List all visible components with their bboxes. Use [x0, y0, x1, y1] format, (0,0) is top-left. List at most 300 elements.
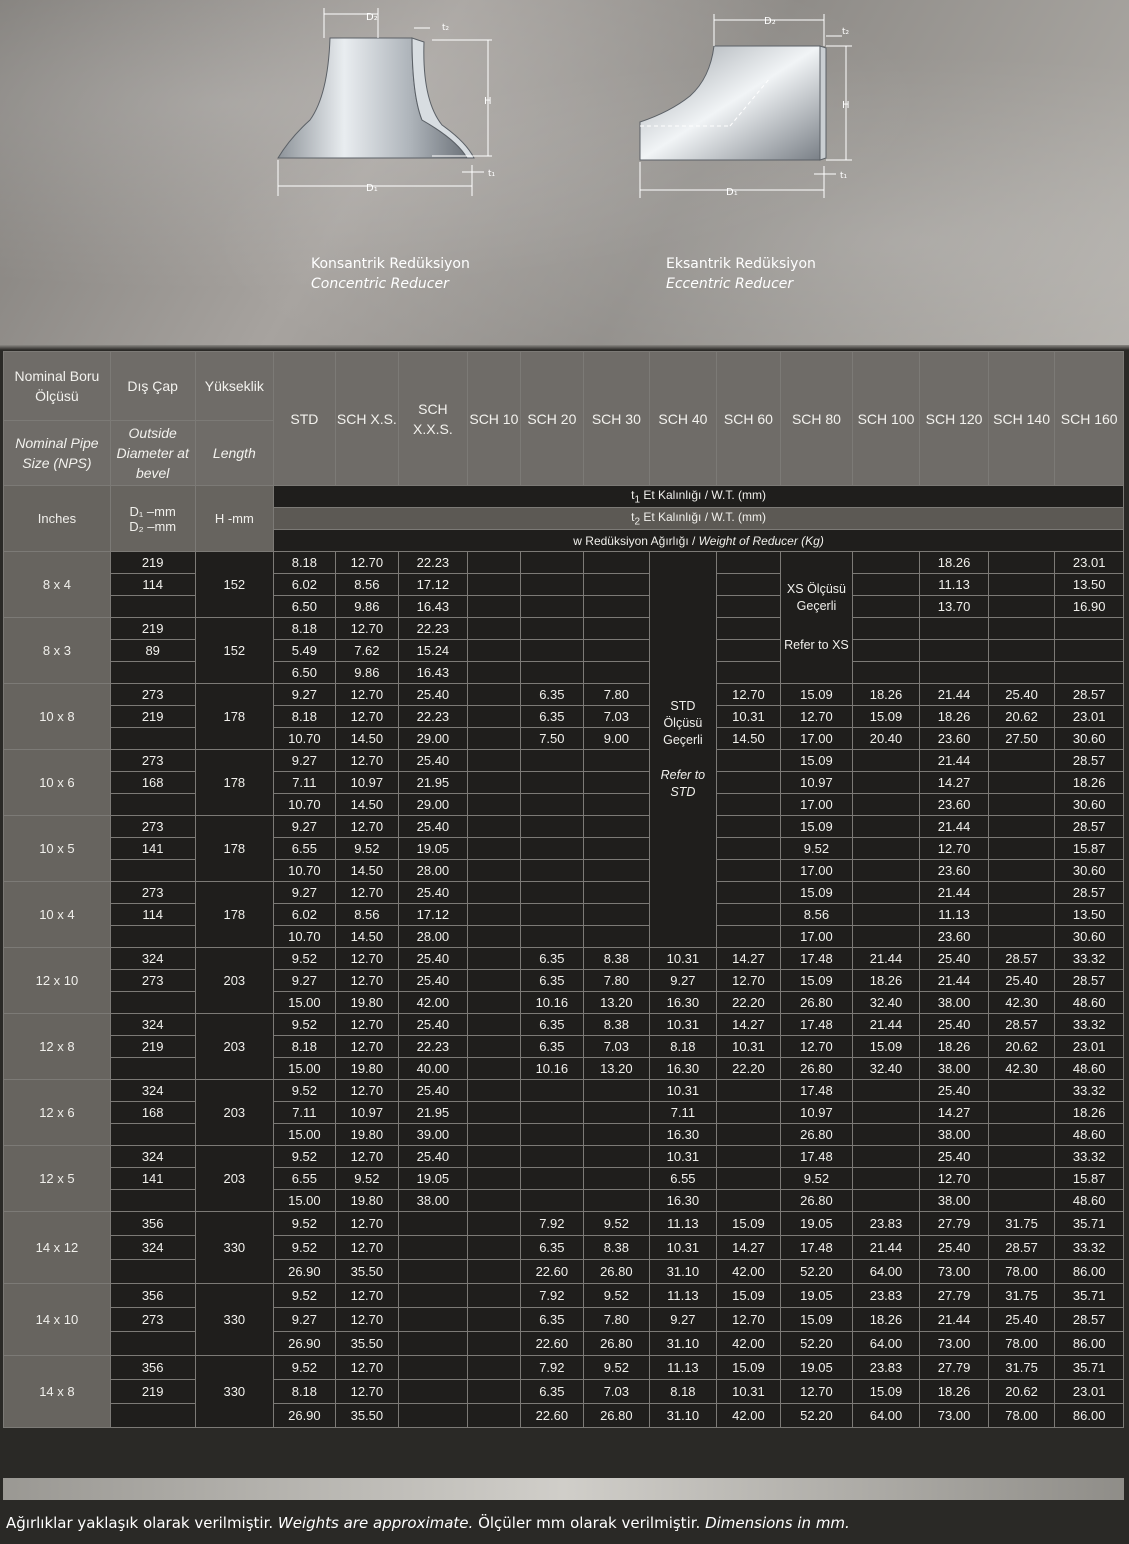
value-cell [521, 816, 584, 838]
value-cell [716, 794, 781, 816]
table-row [4, 750, 1124, 772]
value-cell: 19.05 [399, 1168, 468, 1190]
value-cell: 10.31 [650, 1014, 717, 1036]
value-cell [583, 860, 650, 882]
value-cell: 17.00 [781, 794, 853, 816]
value-cell: 26.80 [781, 1058, 853, 1080]
d2-cell: 273 [110, 970, 195, 992]
table-row [4, 1236, 1124, 1260]
schedule-header-xs: SCH X.S. [335, 352, 399, 486]
value-cell: 27.79 [920, 1284, 989, 1308]
value-cell: 14.50 [716, 728, 781, 750]
value-cell: 15.00 [274, 1190, 335, 1212]
value-cell: 13.20 [583, 992, 650, 1014]
value-cell [852, 662, 920, 684]
value-cell [988, 750, 1055, 772]
value-cell: 12.70 [335, 684, 399, 706]
value-cell [716, 1102, 781, 1124]
d1-cell: 273 [110, 750, 195, 772]
value-cell: 42.00 [716, 1332, 781, 1356]
table-row [4, 1260, 1124, 1284]
value-cell [583, 640, 650, 662]
value-cell: 19.05 [781, 1212, 853, 1236]
table-row [4, 1080, 1124, 1102]
value-cell: 31.10 [650, 1332, 717, 1356]
value-cell: 20.62 [988, 1036, 1055, 1058]
concentric-reducer-drawing [262, 0, 512, 205]
value-cell: 12.70 [335, 1080, 399, 1102]
d1-label: D₁ [726, 187, 738, 198]
table-row [4, 1380, 1124, 1404]
value-cell: 6.35 [521, 1380, 584, 1404]
value-cell: 48.60 [1055, 1190, 1124, 1212]
value-cell [399, 1332, 468, 1356]
value-cell: 22.23 [399, 706, 468, 728]
value-cell: 18.26 [852, 684, 920, 706]
value-cell: 16.43 [399, 596, 468, 618]
value-cell [852, 552, 920, 574]
value-cell: 6.50 [274, 596, 335, 618]
value-cell [716, 618, 781, 640]
diameter-empty-cell [110, 926, 195, 948]
value-cell: 15.09 [781, 882, 853, 904]
d1-cell: 356 [110, 1212, 195, 1236]
value-cell: 9.27 [274, 970, 335, 992]
value-cell: 17.12 [399, 574, 468, 596]
value-cell: 64.00 [852, 1260, 920, 1284]
value-cell: 18.26 [852, 1308, 920, 1332]
value-cell: 12.70 [335, 706, 399, 728]
value-cell: 9.27 [274, 684, 335, 706]
value-cell: 9.27 [274, 750, 335, 772]
value-cell: 23.60 [920, 926, 989, 948]
value-cell: 12.70 [335, 1036, 399, 1058]
band-t1: $t_1$ Et Kalınlığı / W.T. (mm) [274, 486, 1124, 508]
value-cell: 8.18 [274, 552, 335, 574]
value-cell: 9.52 [274, 1356, 335, 1380]
value-cell: 10.70 [274, 860, 335, 882]
value-cell: 21.44 [920, 970, 989, 992]
d2-cell: 219 [110, 1380, 195, 1404]
value-cell [716, 772, 781, 794]
value-cell: 21.95 [399, 1102, 468, 1124]
value-cell: 7.03 [583, 706, 650, 728]
value-cell [1055, 640, 1124, 662]
value-cell [467, 794, 520, 816]
schedule-header-30: SCH 30 [583, 352, 650, 486]
value-cell [467, 1080, 520, 1102]
value-cell: 26.80 [781, 1124, 853, 1146]
table-row [4, 1212, 1124, 1236]
length-cell: 178 [195, 750, 274, 816]
length-cell: 203 [195, 1146, 274, 1212]
value-cell [521, 772, 584, 794]
value-cell [716, 838, 781, 860]
length-cell: 178 [195, 816, 274, 882]
value-cell [399, 1380, 468, 1404]
value-cell: 8.18 [274, 1380, 335, 1404]
t2-label: t₂ [842, 27, 850, 37]
value-cell [716, 1080, 781, 1102]
value-cell [988, 662, 1055, 684]
diameter-empty-cell [110, 1404, 195, 1428]
value-cell: 8.38 [583, 1014, 650, 1036]
value-cell: 32.40 [852, 992, 920, 1014]
value-cell [467, 926, 520, 948]
table-row [4, 1014, 1124, 1036]
size-cell: 10 x 6 [4, 750, 111, 816]
value-cell: 28.57 [988, 1236, 1055, 1260]
value-cell: 10.31 [716, 1380, 781, 1404]
schedule-header-xxs: SCH X.X.S. [399, 352, 468, 486]
value-cell: 26.90 [274, 1404, 335, 1428]
d2-cell: 324 [110, 1236, 195, 1260]
table-row [4, 640, 1124, 662]
footer-en2: Dimensions in mm. [705, 1514, 850, 1532]
value-cell: 16.43 [399, 662, 468, 684]
table-row [4, 1102, 1124, 1124]
value-cell [467, 838, 520, 860]
value-cell [988, 552, 1055, 574]
value-cell [716, 596, 781, 618]
value-cell: 12.70 [335, 1212, 399, 1236]
value-cell: 78.00 [988, 1260, 1055, 1284]
value-cell [583, 552, 650, 574]
value-cell [467, 1014, 520, 1036]
value-cell: 7.80 [583, 684, 650, 706]
table-row [4, 860, 1124, 882]
value-cell: 31.10 [650, 1404, 717, 1428]
table-row [4, 596, 1124, 618]
refer-to-xs-note [781, 552, 853, 684]
table-row [4, 904, 1124, 926]
value-cell: 26.80 [781, 1190, 853, 1212]
value-cell: 30.60 [1055, 926, 1124, 948]
value-cell: 22.23 [399, 552, 468, 574]
value-cell: 9.52 [583, 1212, 650, 1236]
value-cell [467, 1236, 520, 1260]
value-cell: 18.26 [920, 552, 989, 574]
value-cell [467, 618, 520, 640]
value-cell: 12.70 [716, 970, 781, 992]
value-cell [521, 1124, 584, 1146]
d1-cell: 324 [110, 1014, 195, 1036]
value-cell: 78.00 [988, 1332, 1055, 1356]
value-cell [467, 728, 520, 750]
value-cell [852, 574, 920, 596]
value-cell: 14.50 [335, 860, 399, 882]
value-cell: 25.40 [399, 1146, 468, 1168]
value-cell: 22.20 [716, 992, 781, 1014]
value-cell: 22.20 [716, 1058, 781, 1080]
value-cell: 9.00 [583, 728, 650, 750]
value-cell [716, 574, 781, 596]
value-cell [467, 1356, 520, 1380]
length-cell: 152 [195, 618, 274, 684]
value-cell: 15.09 [781, 816, 853, 838]
value-cell: 29.00 [399, 794, 468, 816]
value-cell [988, 640, 1055, 662]
value-cell: 19.80 [335, 1124, 399, 1146]
value-cell [583, 882, 650, 904]
size-cell: 8 x 3 [4, 618, 111, 684]
value-cell [716, 552, 781, 574]
value-cell [467, 750, 520, 772]
d2-cell: 114 [110, 574, 195, 596]
value-cell: 31.75 [988, 1356, 1055, 1380]
value-cell: 22.60 [521, 1260, 584, 1284]
value-cell: 8.18 [650, 1380, 717, 1404]
value-cell: 7.80 [583, 970, 650, 992]
value-cell [467, 574, 520, 596]
value-cell: 17.48 [781, 948, 853, 970]
value-cell [467, 662, 520, 684]
value-cell [467, 860, 520, 882]
value-cell: 33.32 [1055, 1236, 1124, 1260]
value-cell: 78.00 [988, 1404, 1055, 1428]
size-cell: 10 x 4 [4, 882, 111, 948]
value-cell: 8.18 [274, 706, 335, 728]
value-cell: 25.40 [399, 882, 468, 904]
value-cell [521, 882, 584, 904]
value-cell: 25.40 [399, 1080, 468, 1102]
value-cell: 25.40 [920, 1236, 989, 1260]
value-cell: 9.52 [274, 1284, 335, 1308]
value-cell: 21.44 [920, 816, 989, 838]
value-cell: 86.00 [1055, 1404, 1124, 1428]
value-cell: 23.60 [920, 860, 989, 882]
value-cell [988, 794, 1055, 816]
value-cell: 23.83 [852, 1356, 920, 1380]
value-cell [716, 926, 781, 948]
table-row [4, 838, 1124, 860]
value-cell: 17.00 [781, 926, 853, 948]
value-cell: 16.30 [650, 1058, 717, 1080]
value-cell [988, 904, 1055, 926]
value-cell [988, 1102, 1055, 1124]
value-cell [467, 816, 520, 838]
value-cell: 10.70 [274, 926, 335, 948]
value-cell: 18.26 [852, 970, 920, 992]
value-cell: 12.70 [335, 1014, 399, 1036]
value-cell: 48.60 [1055, 1124, 1124, 1146]
value-cell: 12.70 [335, 1236, 399, 1260]
diameter-empty-cell [110, 992, 195, 1014]
value-cell [716, 1124, 781, 1146]
d2-label: D₂ [366, 12, 378, 23]
value-cell: 21.44 [920, 684, 989, 706]
value-cell [467, 684, 520, 706]
value-cell [467, 772, 520, 794]
d1-cell: 273 [110, 684, 195, 706]
value-cell: 28.57 [1055, 882, 1124, 904]
table-row [4, 948, 1124, 970]
value-cell: 9.52 [583, 1284, 650, 1308]
value-cell: 19.80 [335, 1058, 399, 1080]
value-cell: 7.03 [583, 1036, 650, 1058]
table-row [4, 1332, 1124, 1356]
value-cell: 22.23 [399, 618, 468, 640]
t2-label: t₂ [442, 23, 450, 33]
value-cell [521, 1168, 584, 1190]
table-row [4, 1058, 1124, 1080]
value-cell: 21.44 [920, 750, 989, 772]
nominal-size-header-tr: Nominal Boru Ölçüsü [4, 352, 111, 421]
table-row [4, 1356, 1124, 1380]
value-cell: 8.18 [274, 618, 335, 640]
value-cell [716, 640, 781, 662]
value-cell [852, 1102, 920, 1124]
size-cell: 14 x 10 [4, 1284, 111, 1356]
value-cell [583, 750, 650, 772]
value-cell: 10.31 [716, 706, 781, 728]
value-cell [467, 1058, 520, 1080]
value-cell [467, 1036, 520, 1058]
value-cell [852, 1124, 920, 1146]
diameter-empty-cell [110, 728, 195, 750]
value-cell: 7.92 [521, 1284, 584, 1308]
concentric-caption [311, 254, 470, 294]
value-cell [716, 662, 781, 684]
schedule-header-140: SCH 140 [988, 352, 1055, 486]
value-cell [467, 1332, 520, 1356]
table-row [4, 1308, 1124, 1332]
band-weight-tr: w Redüksiyon Ağırlığı / [573, 533, 699, 548]
value-cell: 23.83 [852, 1284, 920, 1308]
value-cell [583, 574, 650, 596]
value-cell: 14.27 [716, 948, 781, 970]
value-cell: 29.00 [399, 728, 468, 750]
value-cell [988, 596, 1055, 618]
value-cell: 25.40 [399, 684, 468, 706]
value-cell [852, 882, 920, 904]
value-cell: 14.27 [920, 1102, 989, 1124]
value-cell [852, 1080, 920, 1102]
value-cell: 5.49 [274, 640, 335, 662]
value-cell [467, 1146, 520, 1168]
value-cell [852, 618, 920, 640]
value-cell: 10.16 [521, 992, 584, 1014]
value-cell [467, 1284, 520, 1308]
value-cell: 12.70 [335, 552, 399, 574]
value-cell: 13.50 [1055, 904, 1124, 926]
length-cell: 152 [195, 552, 274, 618]
value-cell: 12.70 [781, 1036, 853, 1058]
units-diameters [110, 486, 195, 552]
value-cell [1055, 662, 1124, 684]
value-cell: 15.24 [399, 640, 468, 662]
value-cell [988, 618, 1055, 640]
value-cell: 10.97 [781, 1102, 853, 1124]
value-cell [467, 1260, 520, 1284]
value-cell: 15.09 [716, 1212, 781, 1236]
value-cell: 19.05 [781, 1356, 853, 1380]
value-cell [716, 1146, 781, 1168]
value-cell [716, 1190, 781, 1212]
value-cell: 14.50 [335, 926, 399, 948]
value-cell: 12.70 [920, 1168, 989, 1190]
value-cell [988, 816, 1055, 838]
value-cell [467, 992, 520, 1014]
value-cell: 48.60 [1055, 1058, 1124, 1080]
eccentric-reducer-drawing [630, 0, 860, 205]
size-cell: 12 x 10 [4, 948, 111, 1014]
value-cell [521, 662, 584, 684]
value-cell: 10.70 [274, 794, 335, 816]
value-cell [583, 1102, 650, 1124]
value-cell: 10.16 [521, 1058, 584, 1080]
value-cell [521, 640, 584, 662]
d1-cell: 219 [110, 618, 195, 640]
value-cell: 12.70 [716, 1308, 781, 1332]
value-cell: 21.44 [852, 948, 920, 970]
value-cell [521, 1146, 584, 1168]
d2-cell: 168 [110, 1102, 195, 1124]
value-cell: 28.57 [1055, 684, 1124, 706]
value-cell: 22.23 [399, 1036, 468, 1058]
value-cell: 23.01 [1055, 1380, 1124, 1404]
value-cell [467, 1124, 520, 1146]
value-cell: 23.01 [1055, 1036, 1124, 1058]
value-cell: 14.27 [716, 1014, 781, 1036]
value-cell: 31.75 [988, 1284, 1055, 1308]
value-cell: 9.52 [781, 1168, 853, 1190]
value-cell: 28.57 [1055, 750, 1124, 772]
value-cell: 7.11 [274, 772, 335, 794]
band-weight-en: Weight of Reducer (Kg) [698, 533, 824, 548]
value-cell: 12.70 [335, 1380, 399, 1404]
refer-to-xs-en: Refer to XS [784, 638, 849, 652]
value-cell: 35.71 [1055, 1284, 1124, 1308]
value-cell: 8.18 [274, 1036, 335, 1058]
value-cell [716, 904, 781, 926]
value-cell: 15.09 [781, 1308, 853, 1332]
diameter-empty-cell [110, 794, 195, 816]
value-cell [521, 860, 584, 882]
value-cell: 17.12 [399, 904, 468, 926]
value-cell: 64.00 [852, 1404, 920, 1428]
value-cell: 26.90 [274, 1260, 335, 1284]
value-cell: 15.00 [274, 1058, 335, 1080]
value-cell: 52.20 [781, 1332, 853, 1356]
value-cell: 9.27 [274, 1308, 335, 1332]
footer-tr1: Ağırlıklar yaklaşık olarak verilmiştir. [6, 1514, 278, 1532]
value-cell: 12.70 [335, 816, 399, 838]
value-cell: 15.09 [781, 684, 853, 706]
value-cell: 86.00 [1055, 1332, 1124, 1356]
size-cell: 12 x 5 [4, 1146, 111, 1212]
value-cell: 42.30 [988, 1058, 1055, 1080]
value-cell: 12.70 [335, 948, 399, 970]
value-cell: 10.31 [650, 1236, 717, 1260]
value-cell [716, 860, 781, 882]
table-row [4, 970, 1124, 992]
d2-cell: 141 [110, 1168, 195, 1190]
nominal-size-header-en: Nominal Pipe Size (NPS) [4, 421, 111, 486]
value-cell: 9.52 [274, 948, 335, 970]
value-cell: 25.40 [399, 948, 468, 970]
value-cell: 10.97 [781, 772, 853, 794]
diameter-empty-cell [110, 1124, 195, 1146]
value-cell: 28.57 [1055, 816, 1124, 838]
value-cell: 6.35 [521, 1236, 584, 1260]
diameter-empty-cell [110, 1332, 195, 1356]
value-cell: 19.80 [335, 992, 399, 1014]
d1-cell: 356 [110, 1356, 195, 1380]
value-cell [467, 1212, 520, 1236]
value-cell: 25.40 [399, 816, 468, 838]
band-t2-text: Et Kalınlığı / W.T. (mm) [640, 509, 767, 524]
